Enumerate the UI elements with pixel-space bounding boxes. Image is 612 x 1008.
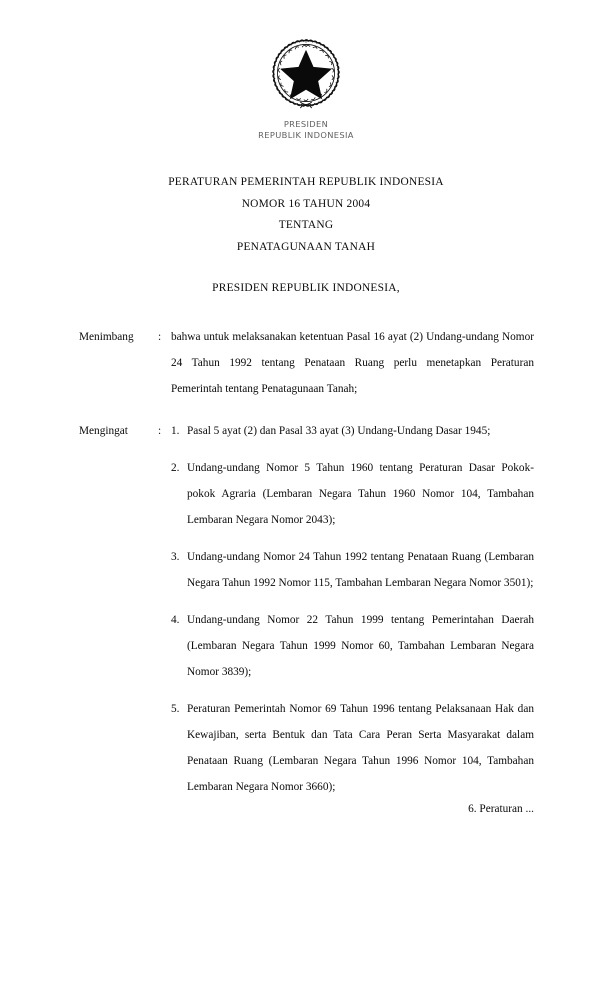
clauses-block bbox=[79, 324, 534, 816]
clause-menimbang bbox=[79, 324, 534, 402]
list-item bbox=[171, 418, 534, 444]
title-line-regulation: PERATURAN PEMERINTAH REPUBLIK INDONESIA bbox=[168, 176, 444, 188]
list-item bbox=[171, 544, 534, 596]
list-item-marker: 2. bbox=[171, 462, 180, 474]
clause-label-menimbang: Menimbang bbox=[79, 331, 134, 343]
clause-colon-menimbang: : bbox=[158, 331, 162, 343]
clause-body-mengingat bbox=[171, 418, 534, 800]
list-item-text: Undang-undang Nomor 22 Tahun 1999 tentang Pemerintahan Daerah (Lembaran Negara Tahun 1999 Nomor 60, Tambahan Lembaran Negara Nomor 3839); bbox=[187, 614, 534, 678]
star-in-wreath-emblem bbox=[267, 36, 345, 110]
page-catchword: 6. Peraturan ... bbox=[468, 803, 534, 815]
clause-mengingat bbox=[79, 418, 534, 800]
title-line-number: NOMOR 16 TAHUN 2004 bbox=[241, 197, 371, 210]
list-item-text: Peraturan Pemerintah Nomor 69 Tahun 1996 tentang Pelaksanaan Hak dan Kewajiban, serta Bentuk dan Tata Cara Peran Serta Masyarakat dalam Penataan Ruang (Lembaran Negara Tahun 1996 Nomor 104, Tambahan Lembaran Negara Nomor 3660); bbox=[187, 703, 534, 793]
document-title-block bbox=[0, 172, 612, 258]
clause-colon-mengingat: : bbox=[158, 425, 162, 437]
clause-label-mengingat: Mengingat bbox=[79, 425, 128, 437]
issuing-authority: PRESIDEN REPUBLIK INDONESIA, bbox=[212, 282, 400, 294]
title-line-subject: PENATAGUNAAN TANAH bbox=[236, 240, 376, 253]
list-item-marker: 5. bbox=[171, 703, 180, 715]
list-item bbox=[171, 696, 534, 800]
mengingat-list bbox=[171, 418, 534, 800]
list-item-marker: 4. bbox=[171, 614, 180, 626]
menimbang-paragraph: bahwa untuk melaksanakan ketentuan Pasal 16 ayat (2) Undang-undang Nomor 24 Tahun 1992 tentang Penataan Ruang perlu menetapkan Peraturan Pemerintah tentang Penatagunaan Tanah; bbox=[171, 331, 534, 395]
clause-body-menimbang bbox=[171, 324, 534, 402]
list-item-marker: 3. bbox=[171, 551, 180, 563]
emblem-caption-line-2: REPUBLIK INDONESIA bbox=[258, 129, 354, 140]
list-item-text: Pasal 5 ayat (2) dan Pasal 33 ayat (3) Undang-Undang Dasar 1945; bbox=[187, 425, 491, 437]
list-item-text: Undang-undang Nomor 5 Tahun 1960 tentang Peraturan Dasar Pokok-pokok Agraria (Lembaran Negara Tahun 1960 Nomor 104, Tambahan Lembaran Negara Nomor 2043); bbox=[187, 462, 534, 526]
list-item-marker: 1. bbox=[171, 425, 180, 437]
emblem-caption-line-1: PRESIDEN bbox=[283, 119, 329, 129]
emblem-caption bbox=[0, 119, 612, 140]
list-item bbox=[171, 455, 534, 533]
list-item-text: Undang-undang Nomor 24 Tahun 1992 tentang Penataan Ruang (Lembaran Negara Tahun 1992 Nomor 115, Tambahan Lembaran Negara Nomor 3501); bbox=[187, 551, 534, 589]
list-item bbox=[171, 607, 534, 685]
emblem-block bbox=[0, 36, 612, 140]
title-line-tentang: TENTANG bbox=[278, 219, 334, 232]
